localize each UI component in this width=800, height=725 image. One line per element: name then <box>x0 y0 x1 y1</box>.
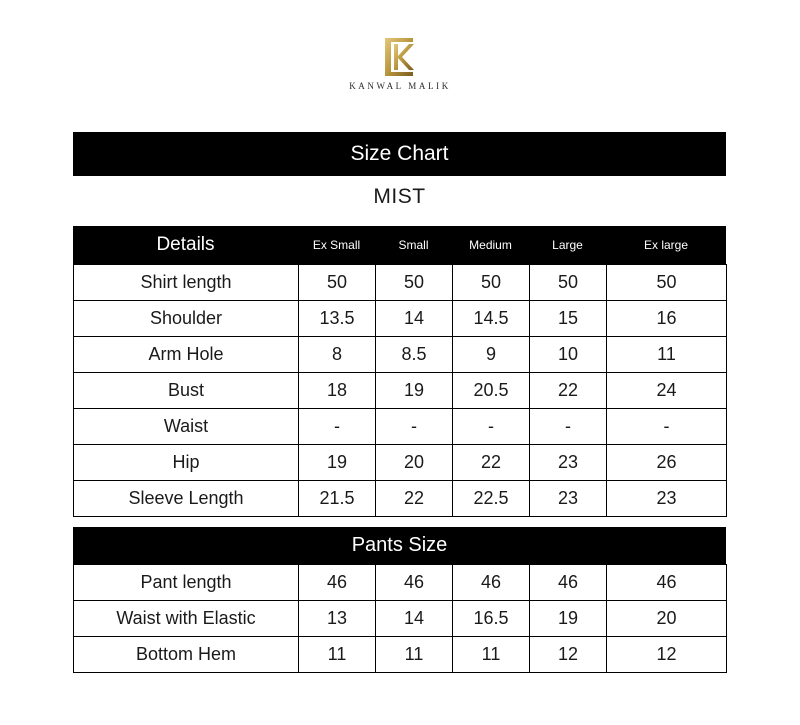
table-cell: 46 <box>607 565 727 601</box>
table-cell: 18 <box>299 373 376 409</box>
brand-logo <box>0 36 800 91</box>
row-label: Sleeve Length <box>74 481 299 517</box>
size-header-small: Small <box>398 238 429 252</box>
row-label: Shirt length <box>74 265 299 301</box>
table-cell: 12 <box>607 637 727 673</box>
table-row <box>74 265 727 301</box>
table-row <box>74 337 727 373</box>
table-cell: 23 <box>530 481 607 517</box>
table-cell: 9 <box>453 337 530 373</box>
table-cell: 50 <box>299 265 376 301</box>
table-cell: 19 <box>299 445 376 481</box>
table-row <box>74 373 727 409</box>
table-cell: 21.5 <box>299 481 376 517</box>
size-header-ex-large: Ex large <box>643 238 689 252</box>
row-label: Pant length <box>74 565 299 601</box>
table-cell: 50 <box>453 265 530 301</box>
table-cell: 50 <box>530 265 607 301</box>
row-label: Arm Hole <box>74 337 299 373</box>
size-chart-title: Size Chart <box>73 132 726 176</box>
table-row <box>74 565 727 601</box>
table-cell: 8 <box>299 337 376 373</box>
table-row <box>74 301 727 337</box>
table-row <box>74 445 727 481</box>
table-cell: 22 <box>453 445 530 481</box>
pants-size-table <box>73 564 727 673</box>
table-cell: 13 <box>299 601 376 637</box>
table-cell: - <box>530 409 607 445</box>
table-cell: 19 <box>376 373 453 409</box>
table-cell: 20 <box>376 445 453 481</box>
table-cell: 19 <box>530 601 607 637</box>
row-label: Waist <box>74 409 299 445</box>
table-cell: 11 <box>607 337 727 373</box>
table-cell: 23 <box>530 445 607 481</box>
table-cell: 12 <box>530 637 607 673</box>
table-cell: - <box>299 409 376 445</box>
pants-size-heading: Pants Size <box>73 527 726 564</box>
table-row <box>74 637 727 673</box>
collection-name: MIST <box>373 185 426 208</box>
table-cell: 8.5 <box>376 337 453 373</box>
table-cell: 16 <box>607 301 727 337</box>
brand-name: KANWAL MALIK <box>349 81 451 91</box>
table-cell: 14 <box>376 301 453 337</box>
table-cell: 22.5 <box>453 481 530 517</box>
table-cell: - <box>607 409 727 445</box>
table-cell: 11 <box>376 637 453 673</box>
table-header <box>73 226 726 264</box>
table-cell: 20 <box>607 601 727 637</box>
table-cell: - <box>453 409 530 445</box>
table-cell: 11 <box>453 637 530 673</box>
table-cell: 23 <box>607 481 727 517</box>
table-cell: 24 <box>607 373 727 409</box>
table-cell: 46 <box>453 565 530 601</box>
size-header-large: Large <box>552 238 583 252</box>
table-cell: 46 <box>376 565 453 601</box>
table-cell: 26 <box>607 445 727 481</box>
table-cell: 50 <box>376 265 453 301</box>
table-cell: 13.5 <box>299 301 376 337</box>
row-label: Bottom Hem <box>74 637 299 673</box>
table-cell: 11 <box>299 637 376 673</box>
size-header-ex-small: Ex Small <box>312 238 361 252</box>
table-cell: 50 <box>607 265 727 301</box>
table-row <box>74 409 727 445</box>
table-cell: 46 <box>299 565 376 601</box>
details-header: Details <box>156 234 215 255</box>
table-row <box>74 601 727 637</box>
shirt-size-table <box>73 264 727 517</box>
table-cell: 46 <box>530 565 607 601</box>
row-label: Waist with Elastic <box>74 601 299 637</box>
table-cell: 14 <box>376 601 453 637</box>
row-label: Bust <box>74 373 299 409</box>
table-cell: 22 <box>530 373 607 409</box>
row-label: Hip <box>74 445 299 481</box>
table-cell: 16.5 <box>453 601 530 637</box>
table-cell: - <box>376 409 453 445</box>
row-label: Shoulder <box>74 301 299 337</box>
table-cell: 22 <box>376 481 453 517</box>
table-row <box>74 481 727 517</box>
table-cell: 10 <box>530 337 607 373</box>
table-cell: 15 <box>530 301 607 337</box>
size-header-medium: Medium <box>469 238 512 252</box>
table-cell: 14.5 <box>453 301 530 337</box>
kanwal-malik-monogram-icon <box>383 36 417 78</box>
table-cell: 20.5 <box>453 373 530 409</box>
